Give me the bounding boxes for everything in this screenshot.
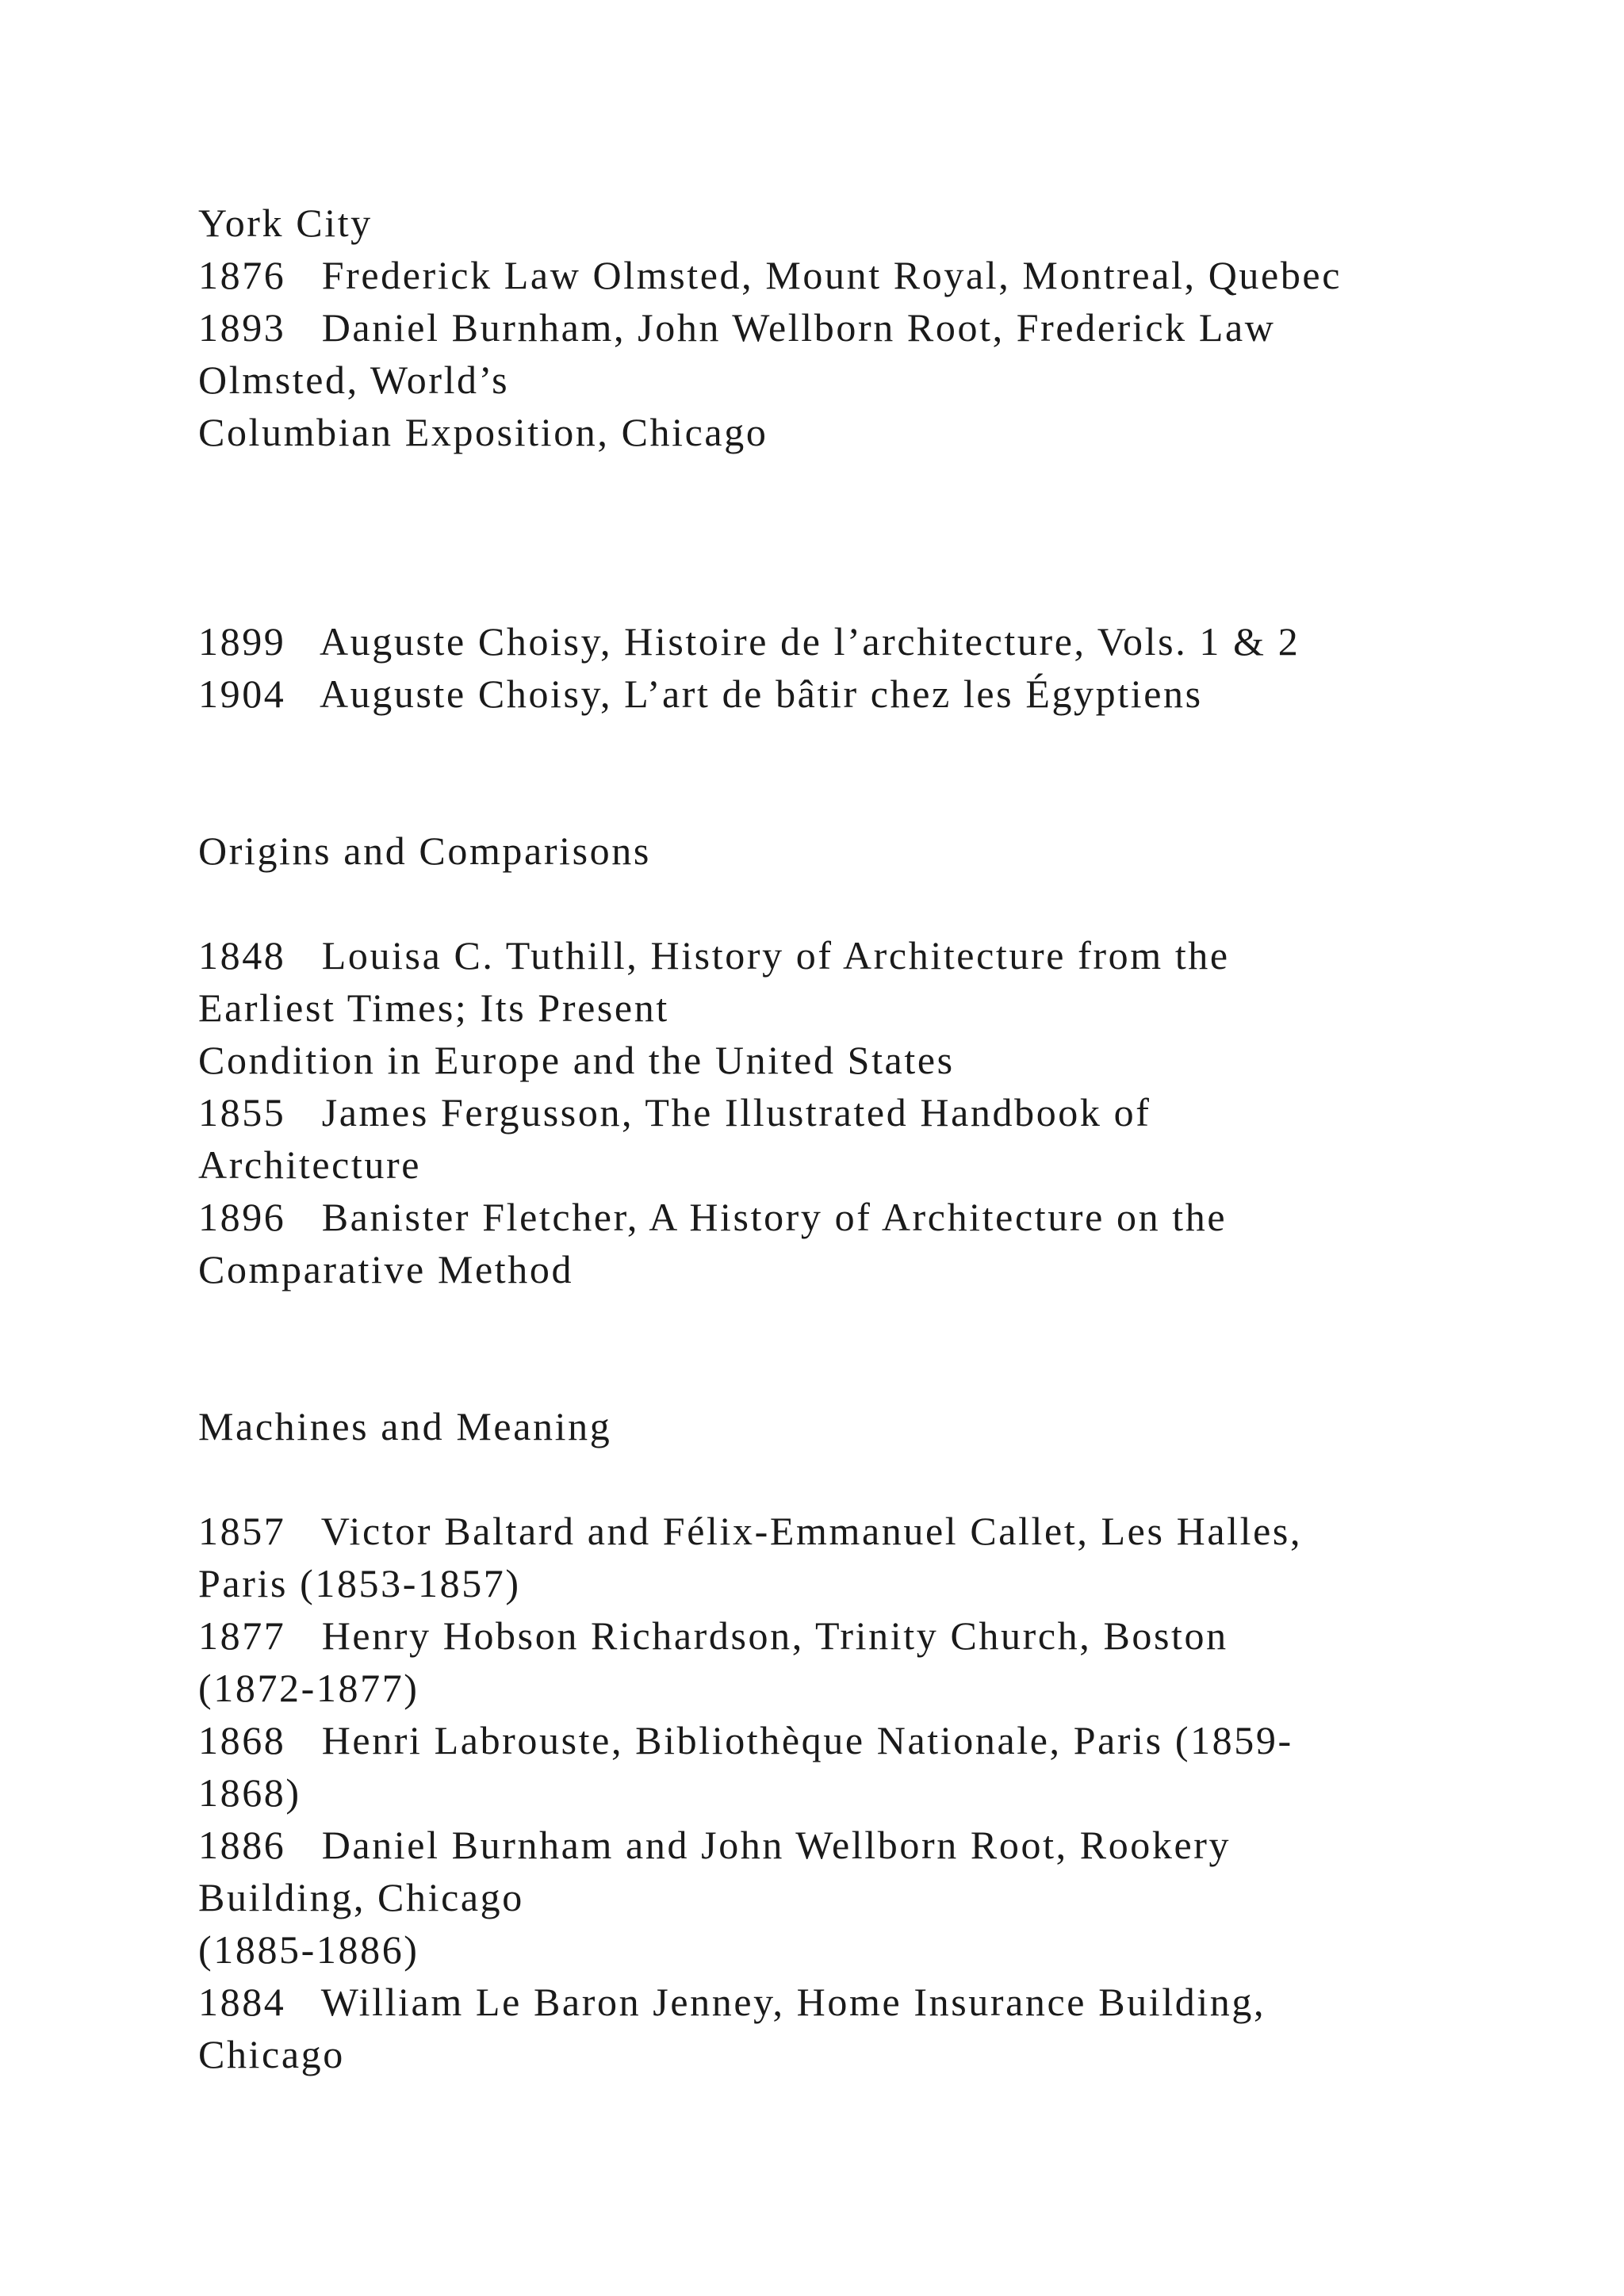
text-line: 1884 William Le Baron Jenney, Home Insurance Building, [198,1980,1266,2024]
text-line: Building, Chicago [198,1875,524,1919]
text-line: 1893 Daniel Burnham, John Wellborn Root, Frederick Law [198,305,1276,350]
text-line: (1885-1886) [198,1927,419,1972]
text-line: Comparative Method [198,1247,574,1292]
text-line: Paris (1853-1857) [198,1561,521,1605]
text-line: Columbian Exposition, Chicago [198,410,768,454]
section-heading: Machines and Meaning [198,1404,612,1448]
text-line: 1876 Frederick Law Olmsted, Mount Royal, Montreal, Quebec [198,253,1342,297]
text-line: 1868 Henri Labrouste, Bibliothèque Nationale, Paris (1859- [198,1718,1293,1762]
text-line: 1877 Henry Hobson Richardson, Trinity Church, Boston [198,1613,1228,1658]
text-line: York City [198,201,373,245]
text-line: 1855 James Fergusson, The Illustrated Handbook of [198,1090,1151,1135]
text-line: 1848 Louisa C. Tuthill, History of Architecture from the [198,933,1230,978]
text-line: 1886 Daniel Burnham and John Wellborn Root, Rookery [198,1823,1231,1867]
text-line: Chicago [198,2032,345,2076]
text-line: 1904 Auguste Choisy, L’art de bâtir chez les Égyptiens [198,672,1203,716]
text-line: 1899 Auguste Choisy, Histoire de l’architecture, Vols. 1 & 2 [198,619,1300,664]
text-line: Architecture [198,1142,422,1187]
text-line: Olmsted, World’s [198,358,510,402]
text-line: (1872-1877) [198,1666,419,1710]
section-heading: Origins and Comparisons [198,828,651,873]
text-line: Earliest Times; Its Present [198,985,669,1030]
text-line: 1896 Banister Fletcher, A History of Architecture on the [198,1195,1228,1239]
text-line: 1868) [198,1770,301,1815]
text-line: 1857 Victor Baltard and Félix-Emmanuel Callet, Les Halles, [198,1509,1303,1553]
text-line: Condition in Europe and the United States [198,1038,955,1082]
